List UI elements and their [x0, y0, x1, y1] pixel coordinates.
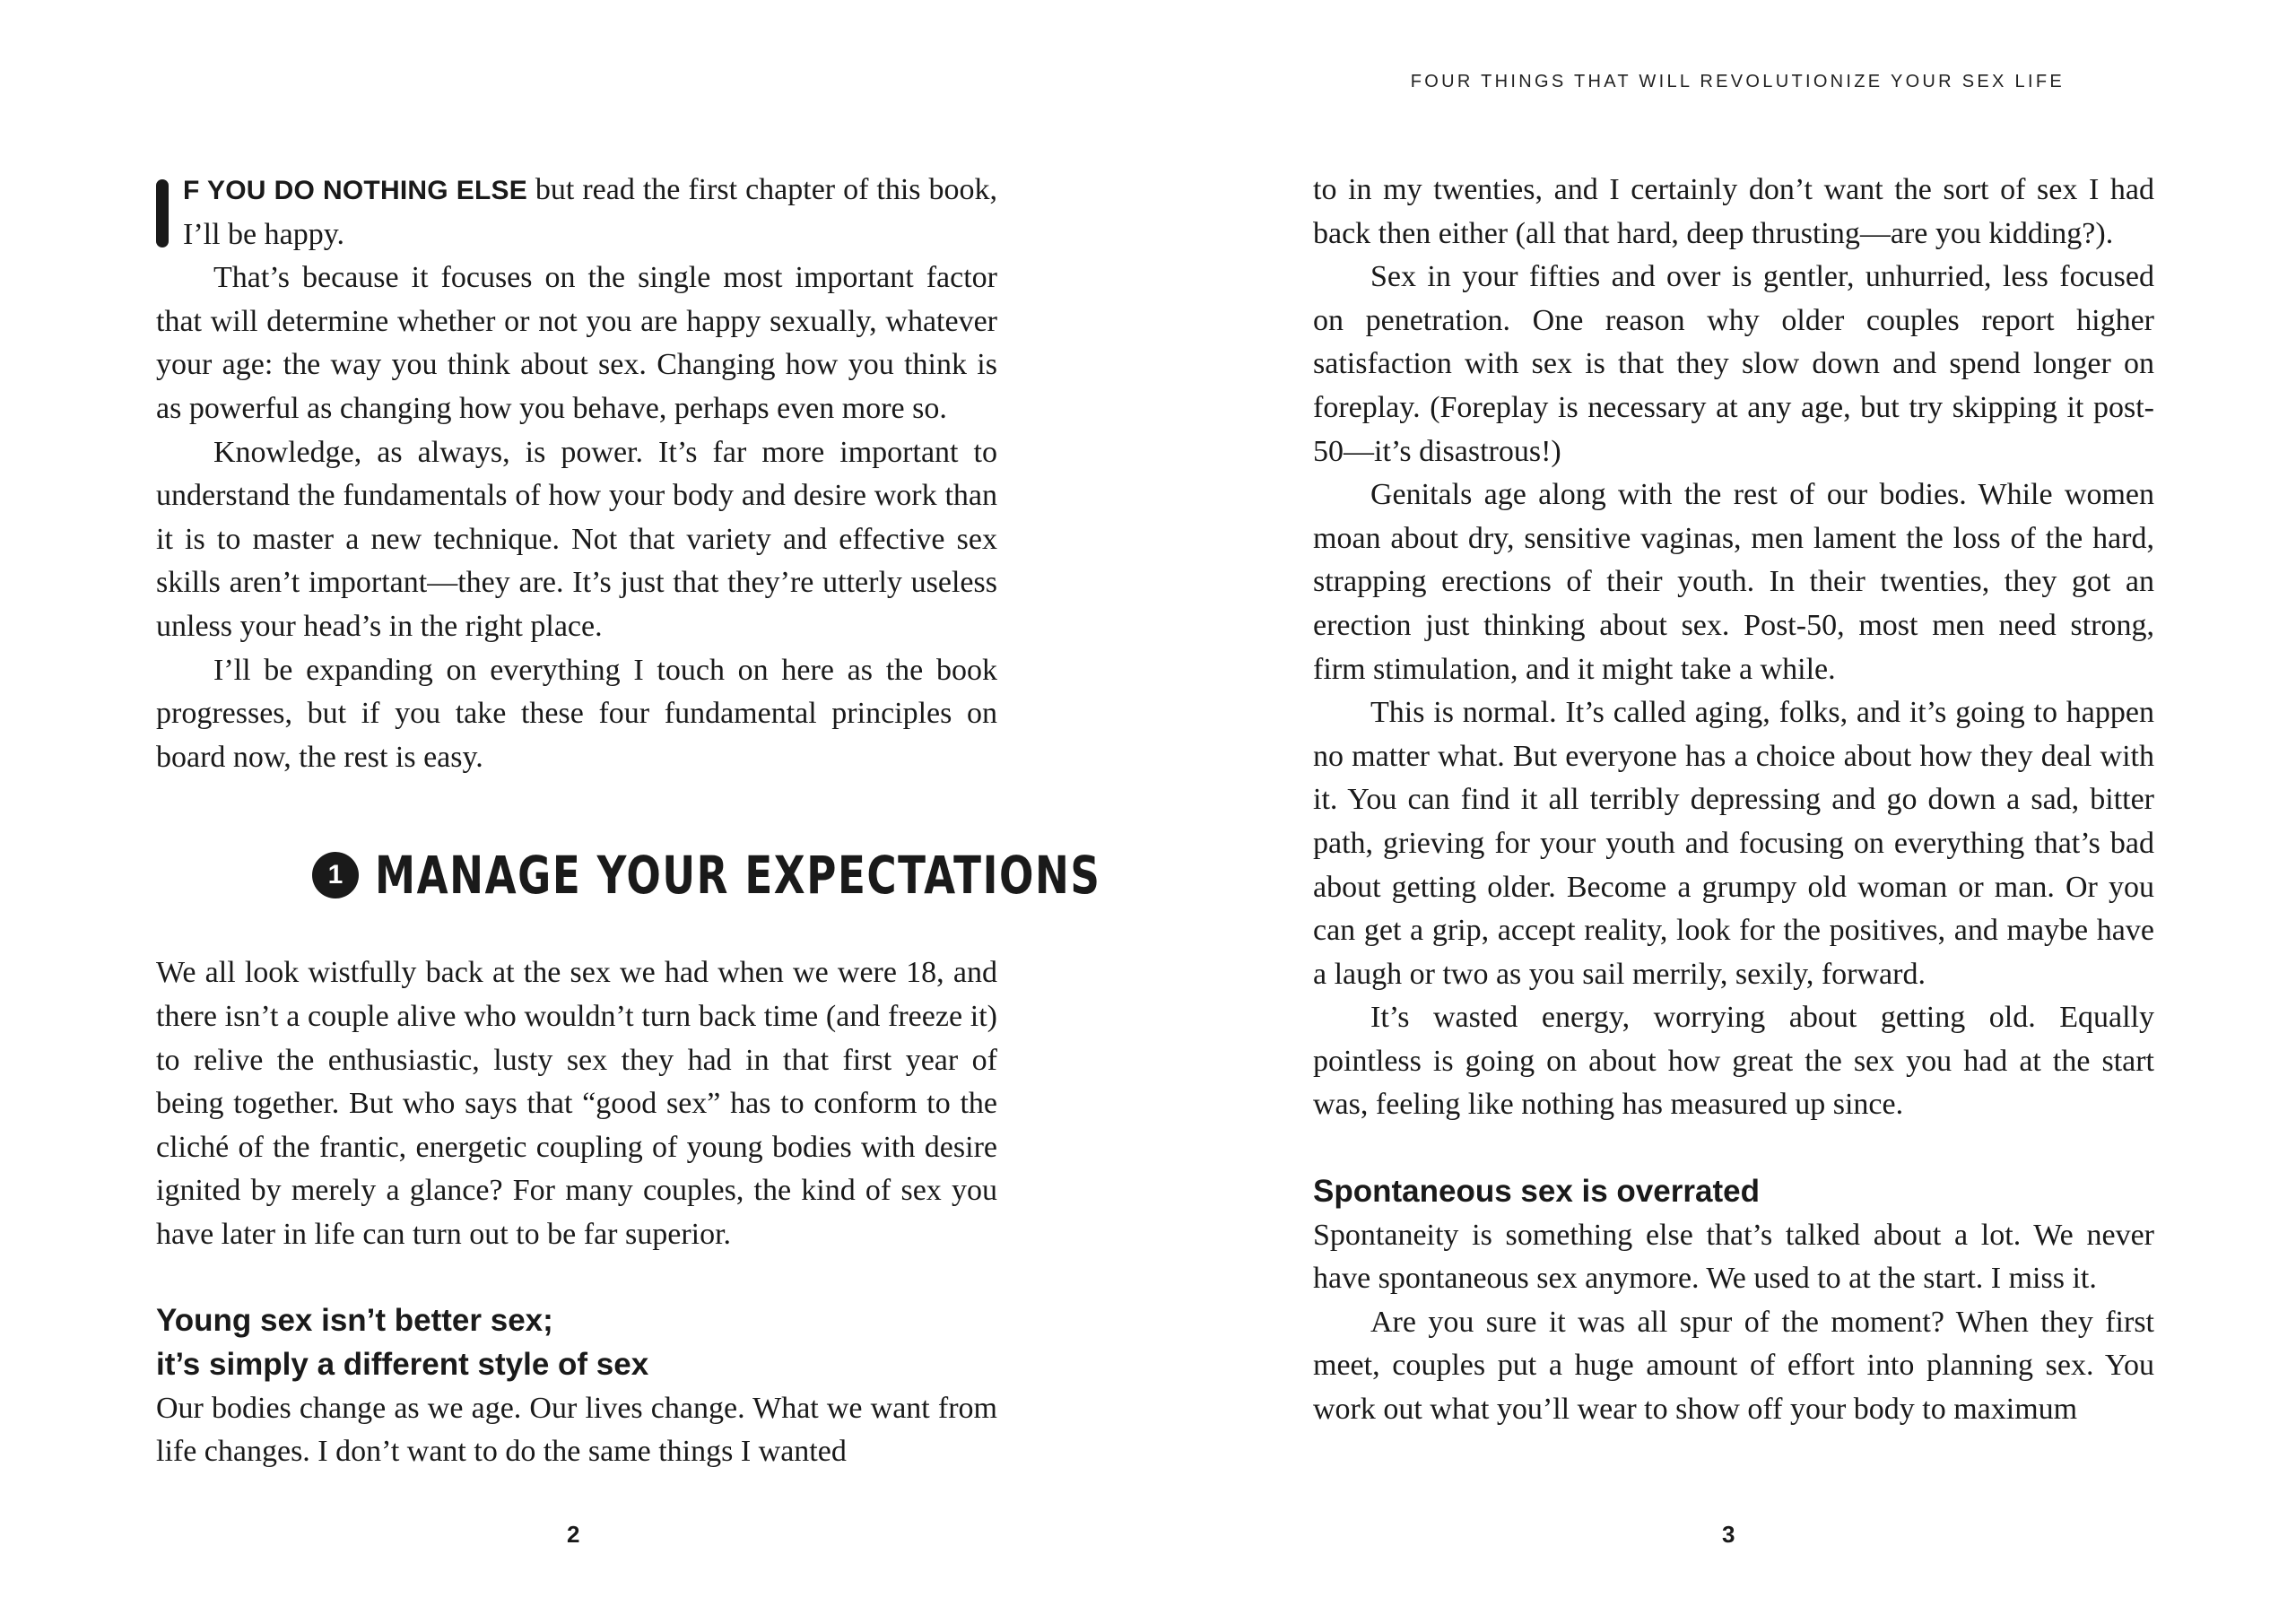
paragraph: This is normal. It’s called aging, folks, and it’s going to happen no matter what. But everyone has a choice about how they deal with it. You can find it all terribly depressing and go down a sad, bitter path, grieving for your youth and focusing on everything that’s bad about getting older. Become a grumpy old woman or man. Or you can get a grip, accept reality, look for the positives, and maybe have a laugh or two as you sail merrily, sexily, forward. [1313, 696, 2154, 991]
paragraph: We all look wistfully back at the sex we had when we were 18, and there isn’t a couple alive who wouldn’t turn back time (and freeze it) to relive the enthusiastic, lusty sex they had in that first year of being together. But who says that “good sex” has to conform to the cliché of the frantic, energetic coupling of young bodies with desire ignited by merely a glance? For many couples, the kind of sex you have later in life can turn out to be far superior. [156, 956, 997, 1251]
left-text-column [156, 169, 1101, 1474]
running-head: FOUR THINGS THAT WILL REVOLUTIONIZE YOUR SEX LIFE [1410, 72, 2065, 91]
section-title: MANAGE YOUR EXPECTATIONS [375, 845, 1101, 907]
drop-cap-i [156, 179, 169, 247]
subheading-line-1: Young sex isn’t better sex; [156, 1303, 553, 1339]
opening-paragraph [156, 169, 997, 256]
page-number: 2 [567, 1521, 580, 1548]
page-number: 3 [1722, 1521, 1735, 1548]
paragraph: It’s wasted energy, worrying about getting old. Equally pointless is going on about how great the sex you had at the start was, feeling like nothing has measured up since. [1313, 1001, 2154, 1122]
paragraph: Knowledge, as always, is power. It’s far more important to understand the fundamentals of how your body and desire work than it is to master a new technique. Not that variety and effective sex skills aren’t important—they are. It’s just that they’re utterly useless unless your head’s in the right place. [156, 435, 997, 643]
opening-text: but read the first chapter of this book, I’ll be happy. [183, 173, 998, 251]
section-heading [156, 838, 1101, 912]
paragraph: Are you sure it was all spur of the moment? When they first meet, couples put a huge amount of effort into planning sex. You work out what you’ll wear to show off your body to maximum [1313, 1305, 2154, 1427]
paragraph: Sex in your fifties and over is gentler, unhurried, less focused on penetration. One reason why older couples report higher satisfaction with sex is that they slow down and spend longer on foreplay. (Foreplay is necessary at any age, but try skipping it post-50—it’s disastrous!) [1313, 260, 2154, 468]
paragraph: Spontaneity is something else that’s talked about a lot. We never have spontaneous sex anymore. We used to at the start. I miss it. [1313, 1218, 2154, 1296]
right-page [1148, 0, 2296, 1606]
paragraph: to in my twenties, and I certainly don’t want the sort of sex I had back then either (all that hard, deep thrusting—are you kidding?). [1313, 173, 2154, 250]
paragraph: That’s because it focuses on the single most important factor that will determine whether or not you are happy sexually, whatever your age: the way you think about sex. Changing how you think is as powerful as changing how you behave, perhaps even more so. [156, 261, 997, 425]
subheading-line-2: it’s simply a different style of sex [156, 1347, 649, 1383]
subheading: Spontaneous sex is overrated [1313, 1174, 1760, 1210]
right-text-column [1313, 169, 2154, 1432]
section-number-badge: 1 [312, 852, 359, 898]
paragraph: Our bodies change as we age. Our lives change. What we want from life changes. I don’t want to do the same things I wanted [156, 1391, 997, 1469]
paragraph: Genitals age along with the rest of our bodies. While women moan about dry, sensitive vaginas, men lament the loss of the hard, strapping erections of their youth. In their twenties, they got an erection just thinking about sex. Post-50, most men need strong, firm stimulation, and it might take a while. [1313, 478, 2154, 686]
lead-in-text: F YOU DO NOTHING ELSE [183, 176, 527, 205]
paragraph: I’ll be expanding on everything I touch on here as the book progresses, but if you take these four fundamental principles on board now, the rest is easy. [156, 653, 997, 774]
